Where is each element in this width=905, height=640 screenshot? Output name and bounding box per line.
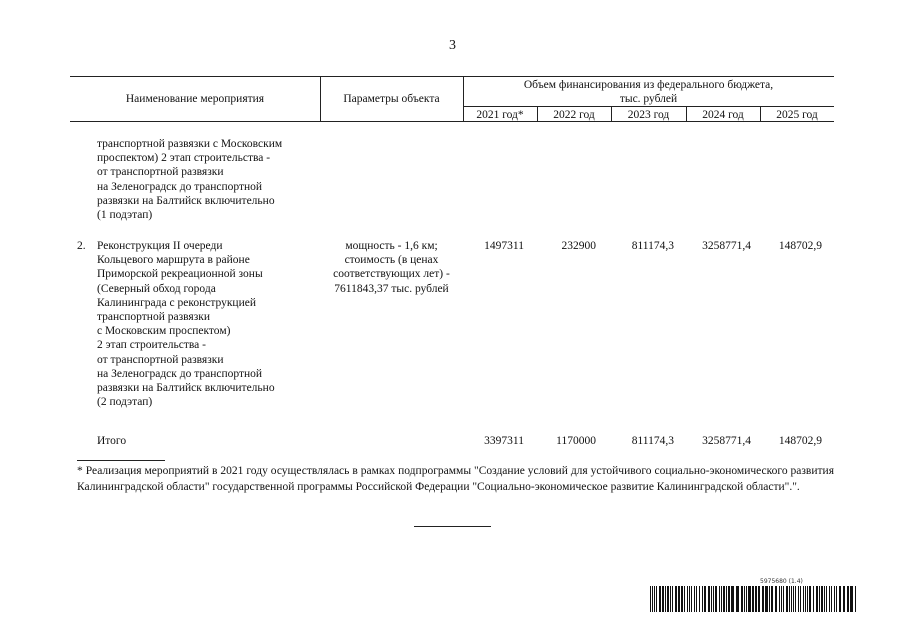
barcode-bar: [704, 586, 706, 612]
total-value-2024: 3258771,4: [702, 435, 751, 447]
barcode-bar: [781, 586, 782, 612]
barcode-bar: [667, 586, 669, 612]
barcode-bar: [803, 586, 804, 612]
barcode-bar: [650, 586, 651, 612]
total-value-2021: 3397311: [484, 435, 524, 447]
barcode-bar: [800, 586, 801, 612]
barcode-bar: [779, 586, 780, 612]
barcode-bar: [798, 586, 799, 612]
header-params: Параметры объекта: [343, 93, 440, 105]
barcode-bar: [795, 586, 796, 612]
barcode-bar: [675, 586, 677, 612]
barcode-bar: [696, 586, 697, 612]
barcode-bar: [821, 586, 823, 612]
barcode-bar: [769, 586, 770, 612]
barcode-bar: [719, 586, 720, 612]
barcode-bar: [786, 586, 788, 612]
barcode-bar: [771, 586, 773, 612]
row-2-value-2021: 1497311: [484, 240, 524, 252]
barcode-bar: [721, 586, 722, 612]
row-2-name: Реконструкция II очереди Кольцевого маршрута в районе Приморской рекреационной зоны (Северный обход города Калининграда с реконструкцией транспортной развязки с Московским проспектом) 2 этап строительства - от транспортной развязки на Зеленоградск до транспортной развязки на Балтийск включительно (2 подэтап): [97, 240, 275, 409]
barcode-graphic: [650, 586, 856, 612]
barcode-bar: [836, 586, 837, 612]
barcode-bar: [656, 586, 657, 612]
funding-header-rule: [463, 106, 834, 107]
barcode-bar: [726, 586, 727, 612]
row-2-value-2025: 148702,9: [778, 240, 822, 252]
header-funding-line1: Объем финансирования из федерального бюджета,: [523, 79, 774, 91]
header-year-2022: 2022 год: [553, 109, 595, 121]
barcode-bar: [752, 586, 754, 612]
barcode-bar: [652, 586, 653, 612]
barcode-bar: [816, 586, 818, 612]
barcode-bar: [687, 586, 688, 612]
barcode-bar: [783, 586, 784, 612]
barcode-bar: [765, 586, 768, 612]
barcode-bar: [678, 586, 680, 612]
row-2-number: 2.: [77, 240, 86, 252]
barcode-bar: [659, 586, 661, 612]
barcode-bar: [855, 586, 856, 612]
barcode-bar: [746, 586, 747, 612]
header-year-2021: 2021 год*: [476, 109, 524, 121]
barcode-bar: [839, 586, 841, 612]
barcode-bar: [807, 586, 808, 612]
barcode-bar: [793, 586, 794, 612]
header-name: Наименование мероприятия: [125, 93, 265, 105]
barcode-bar: [736, 586, 739, 612]
barcode-bar: [829, 586, 830, 612]
barcode-bar: [684, 586, 685, 612]
barcode-bar: [728, 586, 730, 612]
barcode-bar: [824, 586, 825, 612]
barcode-bar: [711, 586, 712, 612]
barcode-bar: [831, 586, 832, 612]
barcode-bar: [748, 586, 751, 612]
barcode-bar: [723, 586, 725, 612]
barcode-bar: [702, 586, 703, 612]
header-year-2024: 2024 год: [702, 109, 744, 121]
barcode-bar: [694, 586, 695, 612]
table-top-rule: [70, 76, 834, 77]
page-number: 3: [449, 38, 456, 53]
header-funding-line2: тыс. рублей: [619, 93, 678, 105]
barcode-bar: [805, 586, 806, 612]
barcode-bar: [775, 586, 777, 612]
barcode-bar: [662, 586, 664, 612]
total-value-2025: 148702,9: [778, 435, 822, 447]
row-2-value-2023: 811174,3: [631, 240, 674, 252]
barcode-bar: [789, 586, 790, 612]
barcode-bar: [762, 586, 764, 612]
barcode-bar: [672, 586, 673, 612]
barcode-bar: [741, 586, 743, 612]
barcode-bar: [708, 586, 710, 612]
barcode-bar: [665, 586, 666, 612]
barcode-bar: [755, 586, 757, 612]
row-2-value-2024: 3258771,4: [702, 240, 751, 252]
row-2-value-2022: 232900: [561, 240, 596, 252]
barcode-bar: [699, 586, 700, 612]
barcode-bar: [654, 586, 655, 612]
row-2-params: мощность - 1,6 км; стоимость (в ценах соответствующих лет) - 7611843,37 тыс. рублей: [333, 240, 450, 295]
barcode-bar: [847, 586, 849, 612]
total-label: Итого: [97, 435, 127, 447]
barcode-bar: [744, 586, 745, 612]
barcode-bar: [813, 586, 814, 612]
total-value-2023: 811174,3: [631, 435, 674, 447]
barcode-bar: [809, 586, 811, 612]
barcode-bar: [715, 586, 717, 612]
barcode-bar: [819, 586, 820, 612]
total-value-2022: 1170000: [556, 435, 596, 447]
barcode-bar: [843, 586, 845, 612]
barcode-bar: [731, 586, 734, 612]
header-year-2025: 2025 год: [776, 109, 818, 121]
header-year-2023: 2023 год: [627, 109, 670, 121]
barcode-bar: [850, 586, 853, 612]
continuation-text: транспортной развязки с Московским проспектом) 2 этап строительства - от транспортной развязки на Зеленоградск до транспортной развязки на Балтийск включительно (1 подэтап): [97, 138, 283, 222]
barcode-bar: [826, 586, 827, 612]
barcode-bar: [791, 586, 792, 612]
barcode-bar: [834, 586, 835, 612]
barcode-bar: [713, 586, 714, 612]
footnote-rule: [77, 460, 165, 461]
barcode-bar: [670, 586, 671, 612]
barcode-bar: [758, 586, 760, 612]
footnote: * Реализация мероприятий в 2021 году осуществлялась в рамках подпрограммы "Создание условий для устойчивого социально-экономического развития Калининградской области" государственной программы Российской Федерации "Социально-экономическое развитие Калининградской области".".: [77, 465, 834, 493]
barcode-bar: [691, 586, 692, 612]
barcode-bar: [681, 586, 683, 612]
barcode-label: 5975680 (1.4): [760, 578, 803, 585]
barcode-bar: [689, 586, 690, 612]
end-rule: [414, 526, 491, 527]
